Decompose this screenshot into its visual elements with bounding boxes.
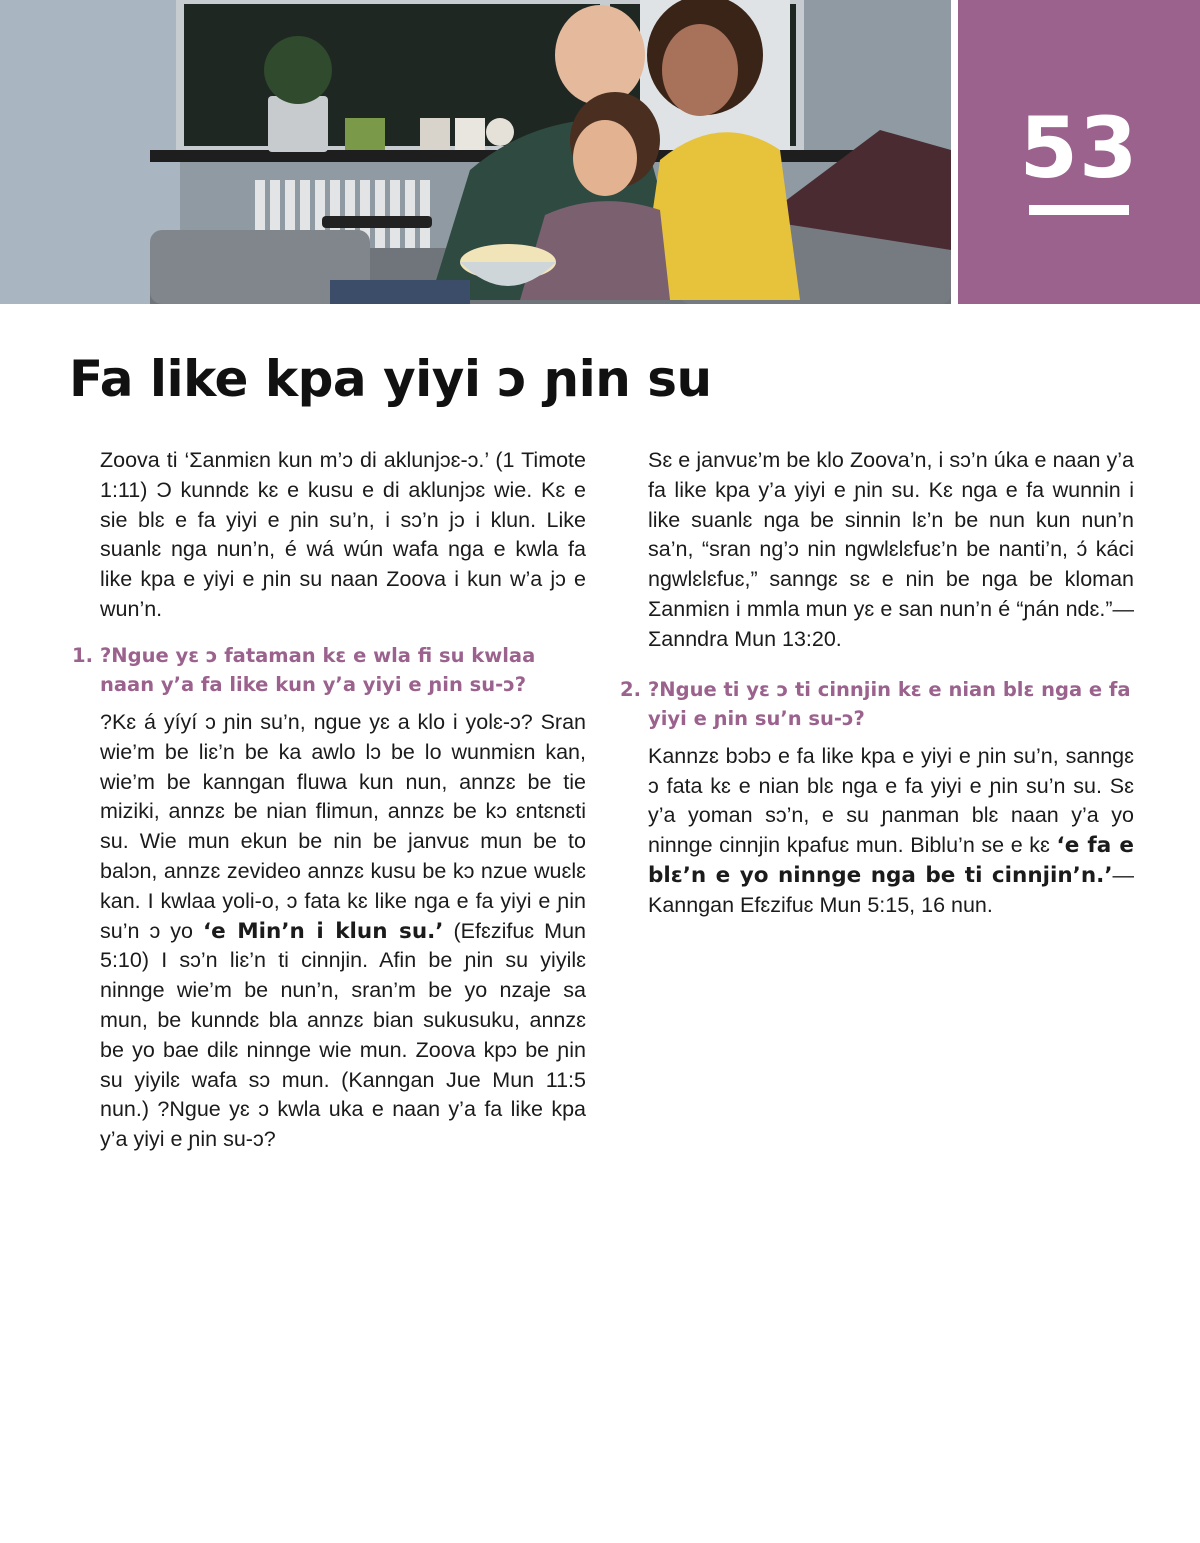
question-2-text: ?Ngue ti yɛ ɔ ti cinnjin kɛ e nian blɛ nga e fa yiyi e ɲin su’n su-ɔ?	[648, 677, 1131, 731]
question-1-number: 1.	[72, 643, 93, 667]
section-1-paragraph	[72, 708, 586, 1155]
section-2-paragraph	[620, 742, 1134, 921]
section-2-text-a: Kannzɛ bɔbɔ e fa like kpa e yiyi e ɲin su’n, sanngɛ ɔ fata kɛ e nian blɛ nga e fa yiyi e ɲin su’n su. Sɛ y’a yoman sɔ’n, e su ɲanman blɛ naan y’a yo ninnge cinnjin kpafuɛ mun. Biblu’n se e kɛ	[648, 743, 1134, 858]
section-1-text-a: ?Kɛ á yíyí ɔ ɲin su’n, ngue yɛ a klo i yolɛ-ɔ? Sran wie’m be liɛ’n be ka awlo lɔ be lo wunmiɛn kan, wie’m be kanngan fluwa kun nun, annzɛ be tie miziki, annzɛ be nian flimun, annzɛ be kɔ ɛntɛnɛti su. Wie mun ekun be nin be janvuɛ mun be to balɔn, annzɛ zevideo annzɛ kusu be kɔ nzue wuɛlɛ kan. I kwlaa yoli-o, ɔ fata kɛ like nga e fa yiyi e ɲin su’n ɔ yo	[100, 709, 586, 943]
lesson-number-badge	[958, 0, 1200, 304]
left-column	[72, 446, 586, 1155]
lesson-number: 53	[1019, 99, 1139, 197]
intro-continued-paragraph: Sɛ e janvuɛ’m be klo Zoova’n, i sɔ’n úka e naan y’a fa like kpa y’a yiyi e ɲin su. Kɛ nga e fa wunnin i like suanlɛ nga be sinnin lɛ’n be nun kun nun’n sa’n, “sran ng’ɔ nin ngwlɛlɛfuɛ’n be nanti’n, ɔ́ káci ngwlɛlɛfuɛ,” sanngɛ sɛ e nin be nga be kloman Ʃanmiɛn i mmla mun yɛ e san nun’n é “ɲán ndɛ.”—Ʃanndra Mun 13:20.	[648, 448, 1134, 651]
section-1-text-b: (Efɛzifuɛ Mun 5:10) I sɔ’n liɛ’n ti cinnjin. Afin be ɲin su yiyilɛ ninnge wie’m be nun’n, sran’m be yo nzaje sa mun, be kunndɛ bla annzɛ bian sukusuku, annzɛ be yo bae dilɛ ninnge wie mun. Zoova kpɔ be ɲin su yiyilɛ wafa sɔ mun. (Kanngan Jue Mun 11:5 nun.) ?Ngue yɛ ɔ kwla uka e naan y’a fa like kpa y’a yiyi e ɲin su-ɔ?	[100, 918, 586, 1152]
badge-underline	[1029, 205, 1129, 215]
question-1-text: ?Ngue yɛ ɔ fataman kɛ e wla fi su kwlaa naan y’a fa like kun y’a yiyi e ɲin su-ɔ?	[100, 643, 536, 697]
question-2-number: 2.	[620, 677, 641, 701]
section-2-text-b: —Kanngan Efɛzifuɛ Mun 5:15, 16 nun.	[648, 862, 1134, 917]
intro-paragraph: Zoova ti ‘Ʃanmiɛn kun m’ɔ di aklunjɔɛ-ɔ.’ (1 Timote 1:11) Ɔ kunndɛ kɛ e kusu e di aklunjɔɛ wie. Kɛ e sie blɛ e fa yiyi e ɲin su’n, i sɔ’n jɔ i klun. Like suanlɛ nga nun’n, é wá wún wafa nga e kwla fa like kpa e yiyi e ɲin su naan Zoova i kun w’a jɔ e wun’n.	[100, 448, 586, 621]
family-watching-tv-photo	[0, 0, 951, 304]
right-column	[620, 446, 1134, 921]
section-1-emphasis: ‘e Min’n i klun su.’	[202, 918, 444, 944]
photo-illustration	[0, 0, 951, 304]
section-2-emphasis: ‘e fa e blɛ’n e yo ninnge nga be ti cinnjin’n.’	[648, 833, 1134, 888]
page-title: Fa like kpa yiyi ɔ ɲin su	[69, 350, 712, 408]
question-2	[620, 675, 1134, 734]
question-1	[72, 641, 586, 700]
